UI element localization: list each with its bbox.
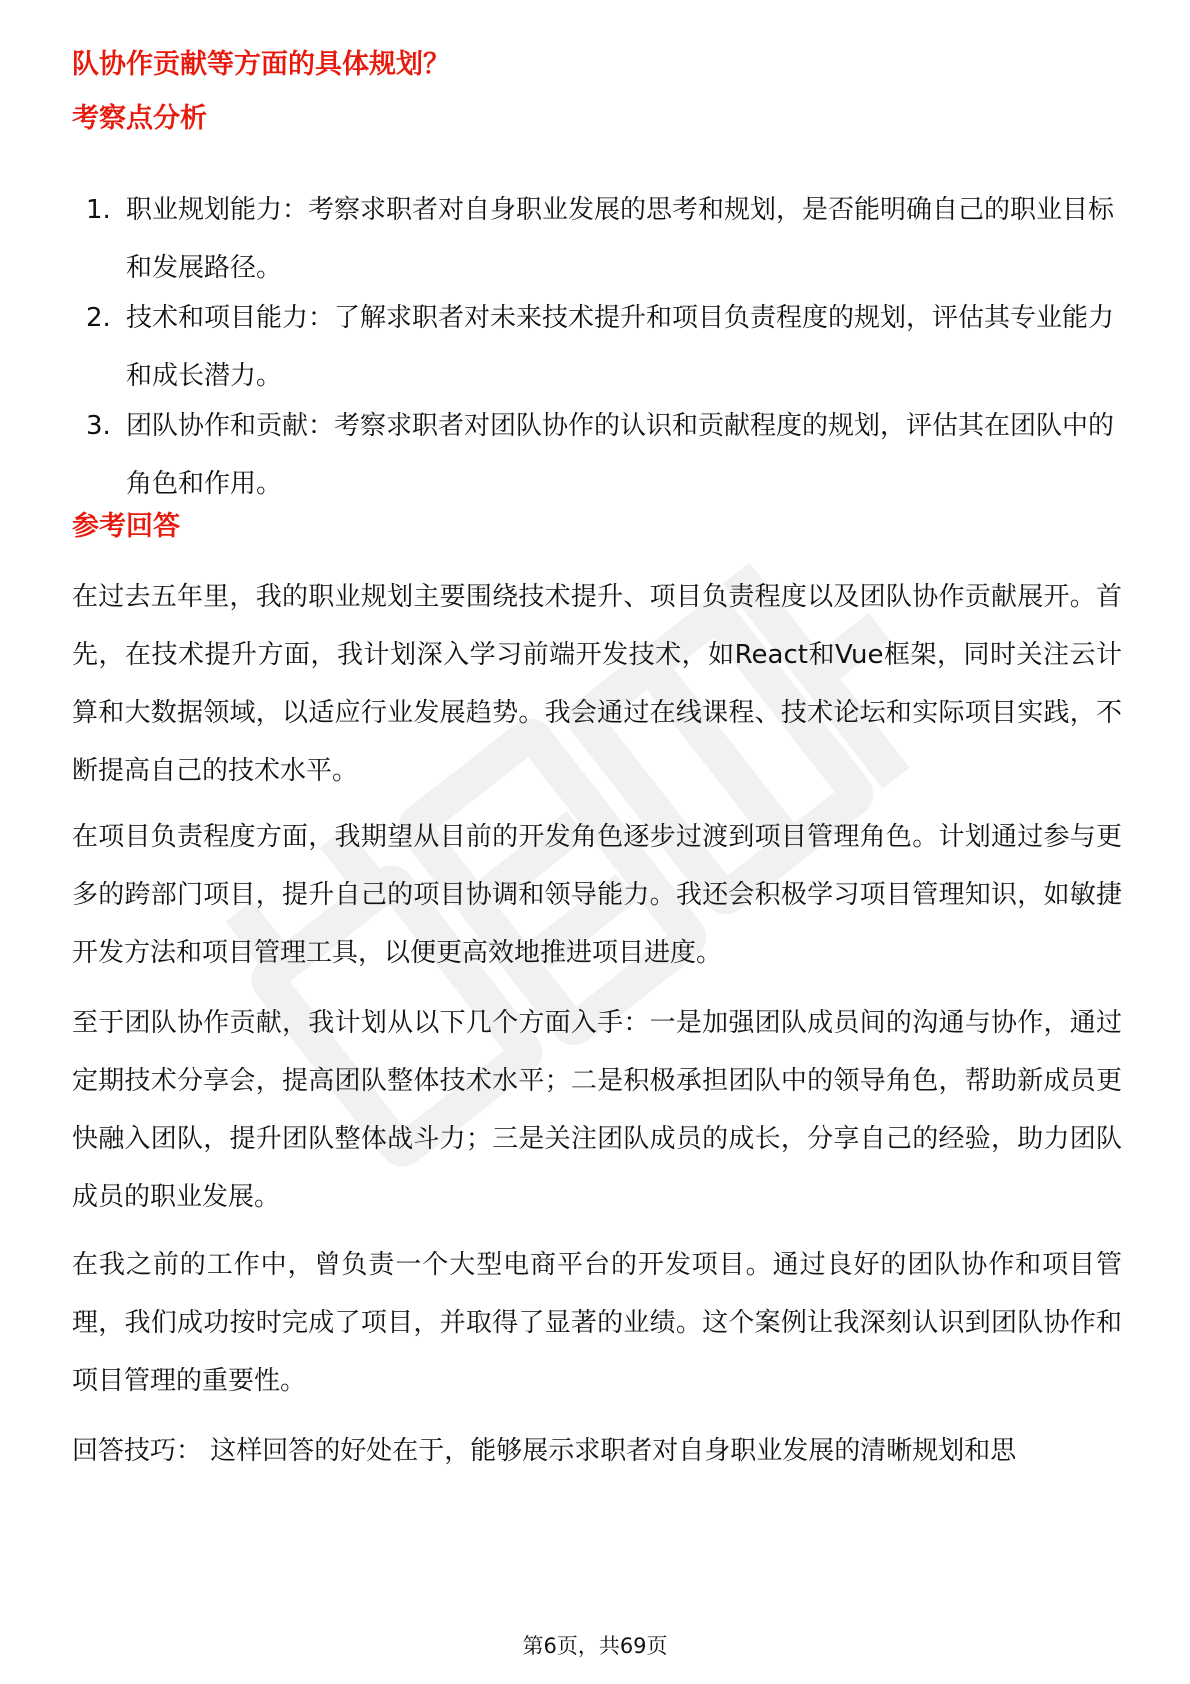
list-item-text: 职业规划能力：考察求职者对自身职业发展的思考和规划，是否能明确自己的职业目标和发展路径。	[126, 195, 1115, 283]
answer-paragraph: 至于团队协作贡献，我计划从以下几个方面入手：一是加强团队成员间的沟通与协作，通过定期技术分享会，提高团队整体技术水平；二是积极承担团队中的领导角色，帮助新成员更快融入团队，提升团队整体战斗力；三是关注团队成员的成长，分享自己的经验，助力团队成员的职业发展。	[72, 1008, 1122, 1212]
list-item-text: 技术和项目能力：了解求职者对未来技术提升和项目负责程度的规划，评估其专业能力和成长潜力。	[126, 303, 1115, 391]
answer-paragraph: 在过去五年里，我的职业规划主要围绕技术提升、项目负责程度以及团队协作贡献展开。首先，在技术提升方面，我计划深入学习前端开发技术，如React和Vue框架，同时关注云计算和大数据领域，以适应行业发展趋势。我会通过在线课程、技术论坛和实际项目实践，不断提高自己的技术水平。	[72, 582, 1123, 786]
answer-heading: 参考回答	[72, 511, 180, 542]
analysis-heading: 考察点分析	[72, 103, 207, 134]
list-item-number: 2.	[86, 303, 111, 333]
list-item-number: 1.	[86, 195, 111, 225]
analysis-list	[72, 181, 1132, 513]
page-indicator: 第6页，共69页	[522, 1634, 668, 1658]
list-item	[72, 289, 1132, 405]
answer-paragraph: 在项目负责程度方面，我期望从目前的开发角色逐步过渡到项目管理角色。计划通过参与更多的跨部门项目，提升自己的项目协调和领导能力。我还会积极学习项目管理知识，如敏捷开发方法和项目管理工具，以便更高效地推进项目进度。	[72, 822, 1122, 968]
list-item-text: 团队协作和贡献：考察求职者对团队协作的认识和贡献程度的规划，评估其在团队中的角色和作用。	[126, 411, 1115, 499]
answer-paragraph: 在我之前的工作中，曾负责一个大型电商平台的开发项目。通过良好的团队协作和项目管理，我们成功按时完成了项目，并取得了显著的业绩。这个案例让我深刻认识到团队协作和项目管理的重要性。	[72, 1250, 1122, 1396]
answer-tip-paragraph: 回答技巧： 这样回答的好处在于，能够展示求职者对自身职业发展的清晰规划和思	[72, 1436, 1017, 1466]
list-item	[72, 181, 1132, 297]
list-item	[72, 397, 1132, 513]
continued-question-title: 队协作贡献等方面的具体规划？	[72, 49, 450, 80]
list-item-number: 3.	[86, 411, 111, 441]
